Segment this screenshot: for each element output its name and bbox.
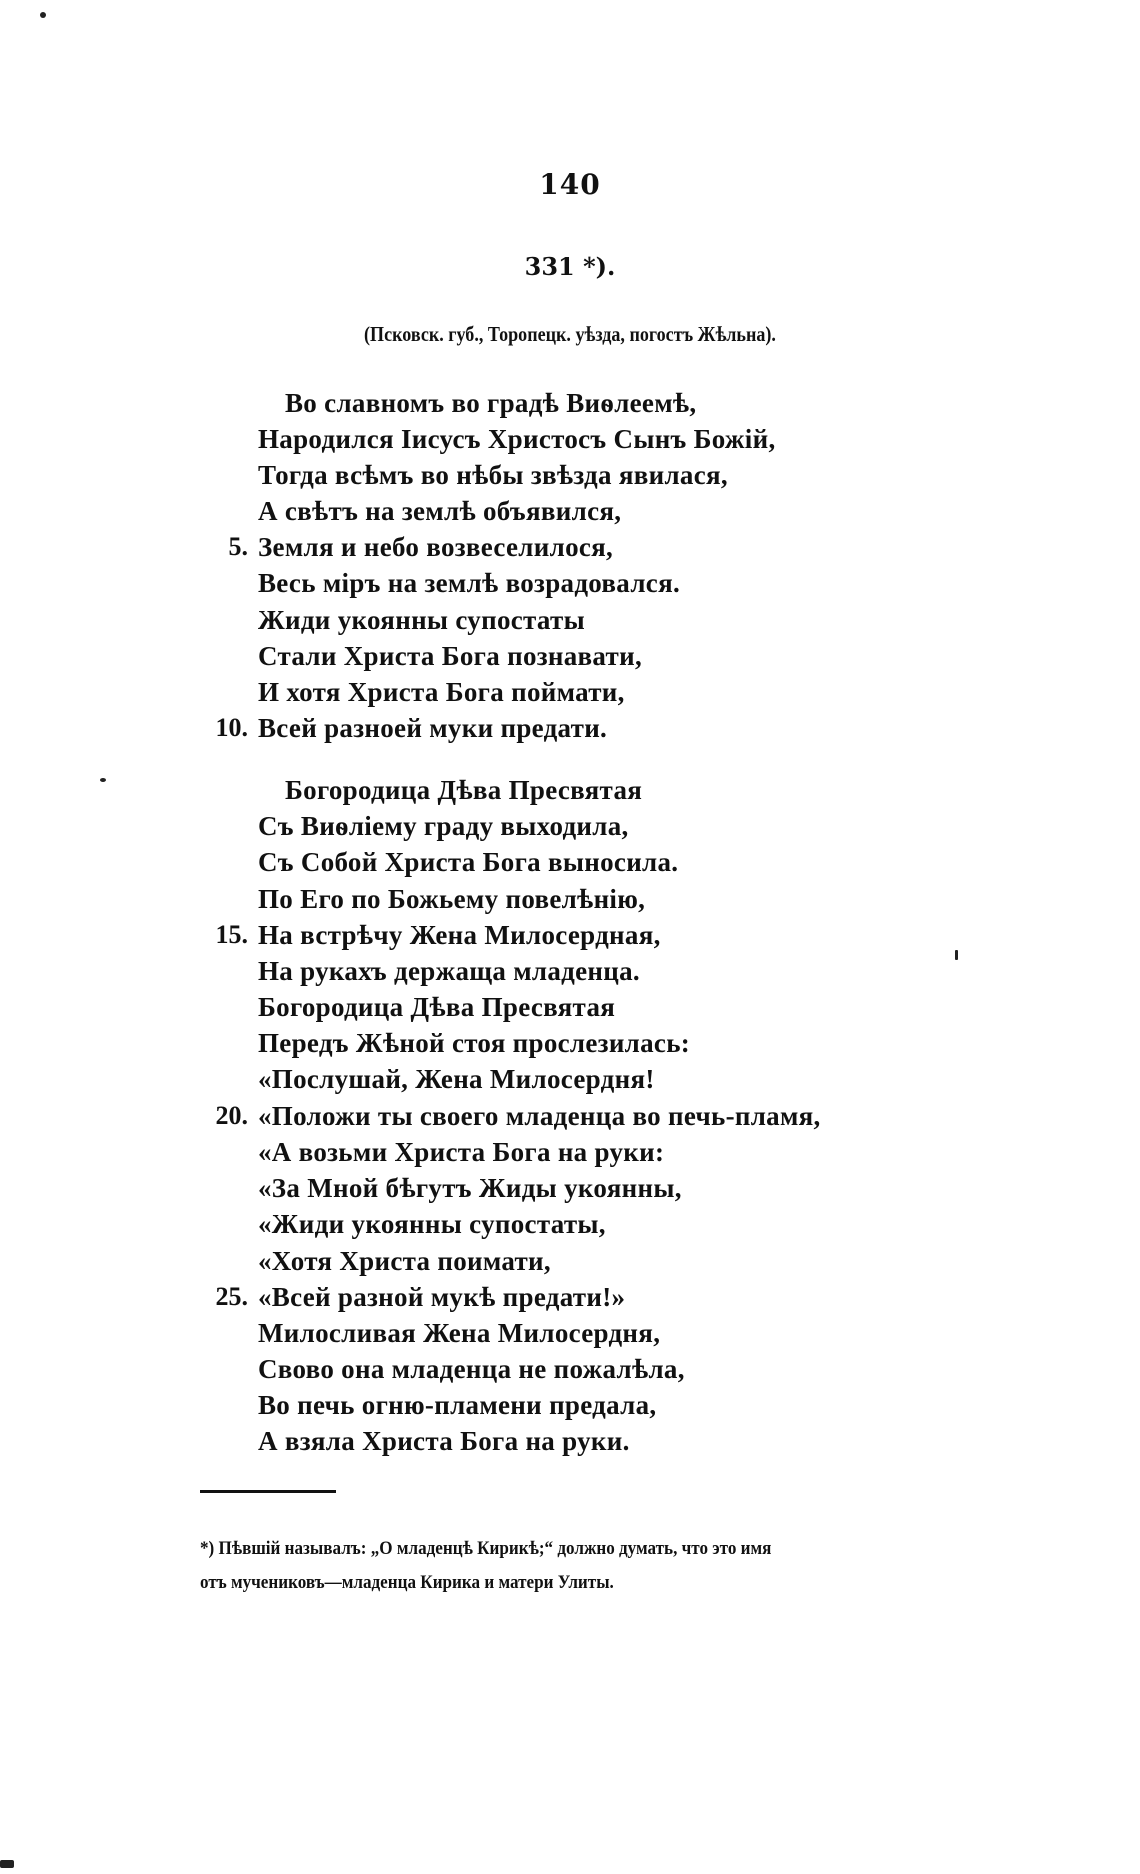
scan-speck — [40, 12, 46, 18]
poem-line: Милосливая Жена Милосердня, — [258, 1318, 661, 1348]
poem-line: Во славномъ во градѣ Виѳлеемѣ, — [285, 388, 697, 418]
poem-line-number: 10. — [215, 713, 248, 742]
poem-line-number: 15. — [215, 920, 248, 949]
poem-line: И хотя Христа Бога поймати, — [258, 677, 625, 707]
poem-line: Съ Собой Христа Бога выносила. — [258, 847, 679, 877]
poem-line: А взяла Христа Бога на руки. — [258, 1426, 630, 1456]
scan-speck — [0, 1860, 14, 1868]
poem-line: «Хотя Христа поимати, — [258, 1246, 551, 1276]
poem-line: Народился Іисусъ Христосъ Сынъ Божій, — [258, 424, 776, 454]
poem-line: «За Мной бѣгутъ Жиды укоянны, — [258, 1173, 682, 1203]
poem-line: А свѣтъ на землѣ объявился, — [258, 496, 622, 526]
song-number: 331 *). — [524, 252, 616, 281]
poem-line: По Его по Божьему повелѣнію, — [258, 884, 646, 914]
poem-line-number: 20. — [215, 1101, 248, 1130]
scan-speck — [100, 778, 106, 782]
poem-line: Передъ Жѣной стоя прослезилась: — [258, 1028, 691, 1058]
poem-line: «Послушай, Жена Милосердня! — [258, 1064, 655, 1094]
poem-line: Всей разноей муки предати. — [258, 713, 608, 743]
poem-line: «А возьми Христа Бога на руки: — [258, 1137, 665, 1167]
footnote-rule — [200, 1490, 336, 1493]
footnote-line-1: *) Пѣвшій называлъ: „О младенцѣ Кирикѣ;“ должно думать, что это имя — [200, 1538, 772, 1559]
poem-line: Богородица Дѣва Пресвятая — [258, 992, 616, 1022]
poem-line: Съ Виѳліему граду выходила, — [258, 811, 629, 841]
poem-line: Тогда всѣмъ во нѣбы звѣзда явилася, — [258, 460, 728, 490]
poem-line: Свово она младенца не пожалѣла, — [258, 1354, 685, 1384]
poem-line: На рукахъ держаща младенца. — [258, 956, 640, 986]
poem-line: Стали Христа Бога познавати, — [258, 641, 643, 671]
poem-line: «Всей разной мукѣ предати!» — [258, 1282, 626, 1312]
footnote-line-2: отъ мучениковъ—младенца Кирика и матери Улиты. — [200, 1572, 614, 1593]
poem-line: Весь міръ на землѣ возрадовался. — [258, 568, 681, 598]
page-number: 140 — [539, 168, 601, 201]
poem-line: Во печь огню-пламени предала, — [258, 1390, 657, 1420]
scan-speck — [955, 950, 958, 960]
poem-line-number: 25. — [215, 1282, 248, 1311]
poem-line: Жиди укоянны супостаты — [258, 605, 585, 635]
poem-line: «Положи ты своего младенца во печь-пламя, — [258, 1101, 821, 1131]
poem-line: Земля и небо возвеселилося, — [258, 532, 614, 562]
poem-line: «Жиди укоянны супостаты, — [258, 1209, 606, 1239]
source-note: (Псковск. губ., Торопецк. уѣзда, погостъ Жѣльна). — [364, 322, 776, 346]
poem-line-number: 5. — [228, 532, 248, 561]
poem-line: На встрѣчу Жена Милосердная, — [258, 920, 661, 950]
poem-line: Богородица Дѣва Пресвятая — [285, 775, 643, 805]
